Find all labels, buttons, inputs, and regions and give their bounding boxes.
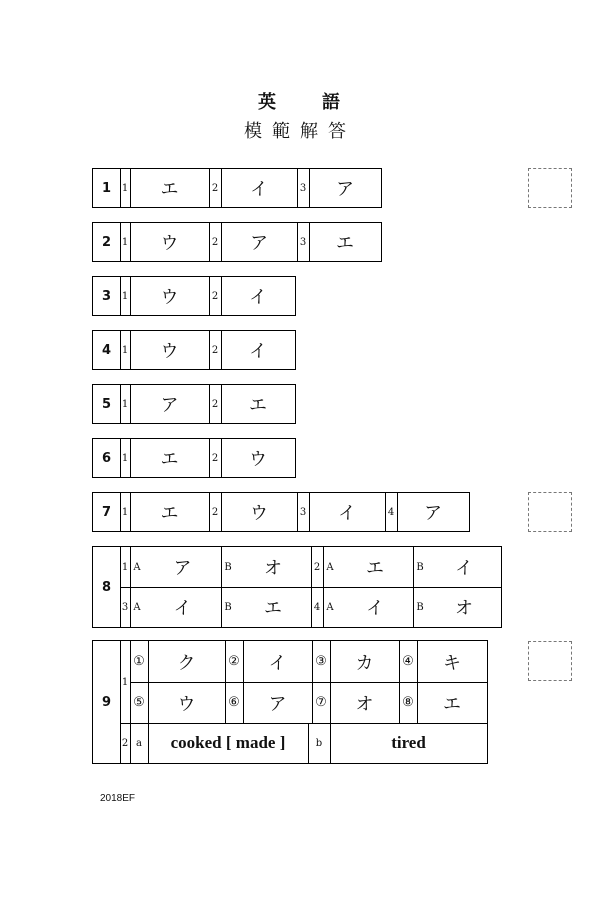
answer-cell: ウ (160, 341, 179, 362)
question-1-box (92, 168, 382, 208)
part-label: A (133, 561, 141, 573)
item-marker: ⑤ (133, 695, 145, 710)
sub-number: 1 (121, 290, 129, 302)
item-marker: ④ (402, 654, 414, 669)
answer-cell: イ (338, 503, 356, 524)
sub-number: 2 (121, 737, 129, 749)
sub-number: 2 (211, 506, 219, 518)
answer-cell: ア (336, 179, 354, 200)
sub-number: 1 (121, 452, 129, 464)
item-marker: ⑦ (315, 695, 327, 710)
sub-number: 4 (387, 506, 395, 518)
question-number: 9 (101, 694, 112, 710)
question-4-box (92, 330, 296, 370)
question-2-box (92, 222, 382, 262)
score-box (528, 168, 572, 208)
question-3-box (92, 276, 296, 316)
question-number: 2 (101, 234, 112, 250)
part-label: B (416, 601, 424, 613)
sub-number: 2 (313, 561, 321, 573)
answer-cell: イ (173, 598, 192, 619)
question-number: 3 (101, 288, 112, 304)
question-8-box (92, 546, 502, 628)
answer-cell: エ (249, 395, 267, 416)
answer-cell: エ (160, 449, 179, 470)
answer-cell: ク (177, 652, 196, 674)
part-label: A (326, 601, 334, 613)
answer-cell: オ (355, 693, 374, 715)
score-box (528, 492, 572, 532)
sub-number: 2 (211, 452, 219, 464)
sub-number: 3 (299, 236, 307, 248)
subject-title-left: 英 (258, 92, 278, 113)
part-label: a (136, 737, 142, 749)
document-code: 2018EF (100, 793, 136, 804)
question-7-box (92, 492, 470, 532)
answer-cell: イ (268, 652, 287, 674)
answer-cell: ウ (160, 287, 179, 308)
sub-number: 1 (121, 344, 129, 356)
answer-cell: エ (336, 233, 354, 254)
answer-cell: オ (264, 558, 282, 579)
sub-number: 1 (121, 561, 129, 573)
subject-title-right: 語 (322, 92, 342, 113)
answer-cell: ア (424, 503, 442, 524)
answer-cell: イ (455, 558, 473, 579)
answer-cell: エ (160, 179, 179, 200)
item-marker: ③ (315, 654, 327, 669)
sub-number: 3 (121, 601, 129, 613)
answer-cell: ウ (249, 449, 267, 470)
sub-number: 3 (299, 182, 307, 194)
sub-number: 2 (211, 236, 219, 248)
sub-number: 4 (313, 601, 321, 613)
answer-cell: エ (160, 503, 179, 524)
answer-cell: ア (173, 558, 192, 579)
answer-cell: キ (443, 652, 461, 674)
question-9-box (92, 640, 488, 764)
answer-cell: ア (160, 395, 179, 416)
part-label: B (224, 601, 232, 613)
question-number: 5 (101, 396, 112, 412)
answer-cell: イ (249, 287, 267, 308)
item-marker: ⑥ (228, 695, 240, 710)
answer-cell: イ (366, 598, 384, 619)
part-label: B (416, 561, 424, 573)
sub-number: 2 (211, 398, 219, 410)
subject-title (0, 88, 600, 114)
sub-number: 1 (121, 676, 129, 688)
answer-cell: ア (250, 233, 268, 254)
page-subtitle: 模範解答 (244, 121, 356, 142)
question-number: 6 (101, 450, 112, 466)
question-5-box (92, 384, 296, 424)
answer-cell: ア (268, 693, 287, 715)
answer-cell: ウ (250, 503, 268, 524)
answer-cell: イ (249, 341, 267, 362)
sub-number: 1 (121, 182, 129, 194)
answer-cell: エ (366, 558, 384, 579)
sub-number: 1 (121, 236, 129, 248)
question-6-box (92, 438, 296, 478)
sub-number: 1 (121, 506, 129, 518)
answer-cell: エ (443, 693, 461, 715)
answer-cell: オ (455, 598, 473, 619)
sub-number: 2 (211, 344, 219, 356)
part-label: A (326, 561, 334, 573)
item-marker: ② (228, 654, 240, 669)
question-number: 8 (101, 579, 112, 595)
answer-cell: ウ (177, 693, 196, 715)
sub-number: 1 (121, 398, 129, 410)
answer-cell: カ (355, 652, 374, 674)
answer-cell: ウ (160, 233, 179, 254)
part-label: A (133, 601, 141, 613)
question-number: 4 (101, 342, 112, 358)
question-number: 7 (101, 504, 112, 520)
sub-number: 2 (211, 290, 219, 302)
sub-number: 3 (299, 506, 307, 518)
answer-cell-b: tired (391, 733, 426, 752)
item-marker: ⑧ (402, 695, 414, 710)
answer-cell: イ (250, 179, 268, 200)
answer-cell-a: cooked [ made ] (170, 733, 286, 752)
answer-cell: エ (264, 598, 282, 619)
part-label: b (315, 737, 323, 749)
question-number: 1 (101, 180, 112, 196)
score-box (528, 641, 572, 681)
sub-number: 2 (211, 182, 219, 194)
part-label: B (224, 561, 232, 573)
item-marker: ① (133, 654, 145, 669)
